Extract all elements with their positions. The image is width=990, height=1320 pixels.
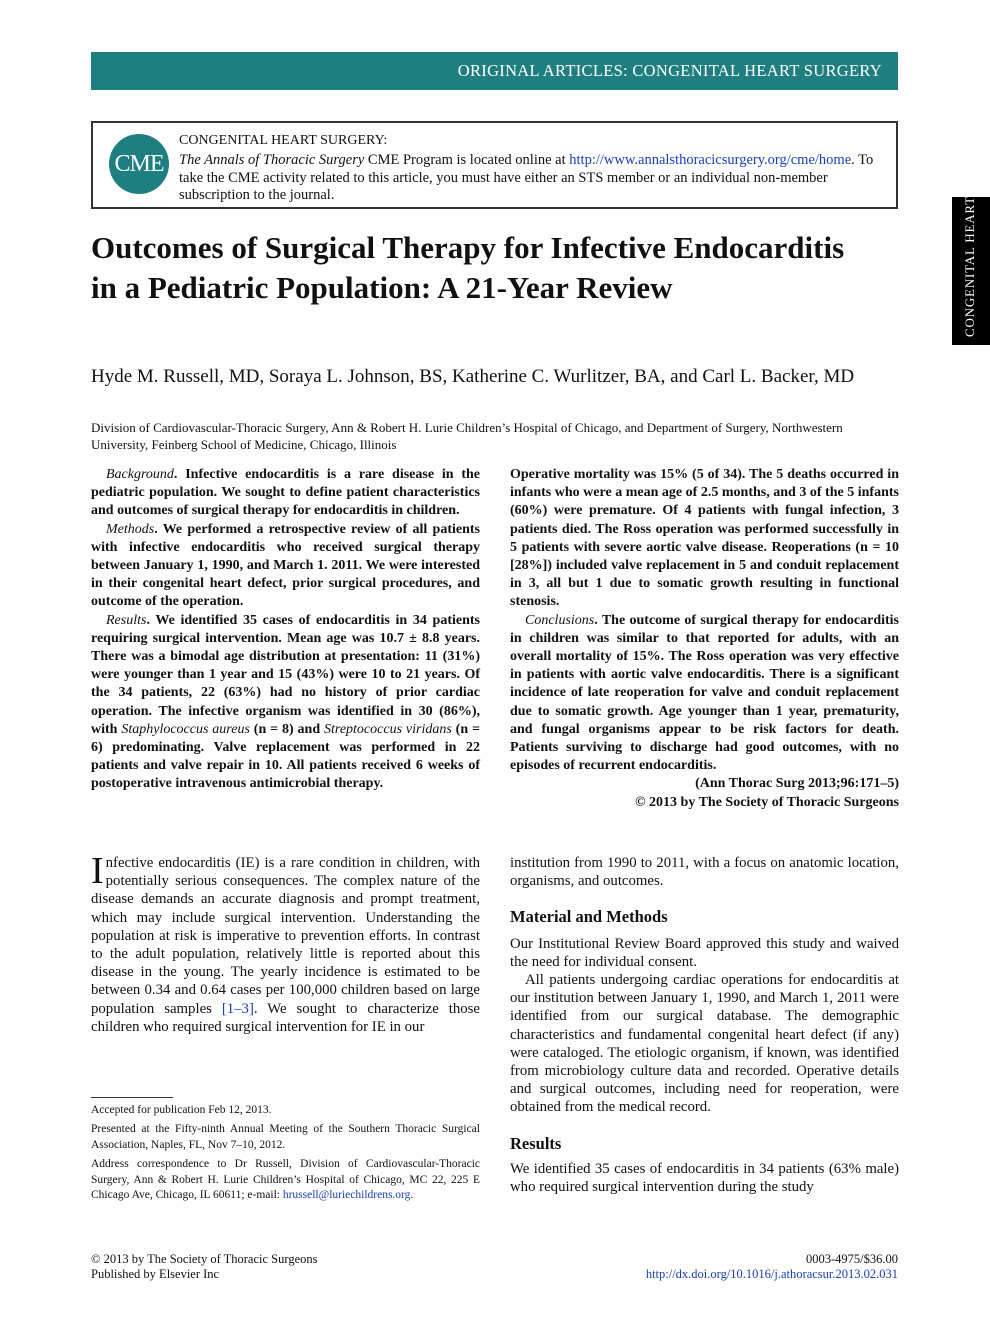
abstract-citation: (Ann Thorac Surg 2013;96:171–5)	[695, 776, 899, 792]
cme-logo: CME	[109, 134, 169, 194]
methods-heading: Material and Methods	[510, 907, 668, 927]
cme-title: CONGENITAL HEART SURGERY:	[179, 133, 388, 148]
abstract-methods: Methods. We performed a retrospective review of all patients with infective endocarditis who received surgical therapy between January 1, 1990, and March 1. 2011. We were interested in their congenital heart defect, prior surgical procedures, and outcome of the operation.	[91, 521, 480, 610]
methods-paragraph-1: Our Institutional Review Board approved this study and waived the need for individual consent.	[510, 935, 899, 970]
footer-right	[646, 1252, 898, 1282]
abstract-background: Background. Infective endocarditis is a rare disease in the pediatric population. We sought to define patient characteristics and outcomes of surgical therapy for endocarditis in children.	[91, 467, 480, 519]
footnote-divider	[91, 1097, 173, 1098]
methods-paragraph-2: All patients undergoing cardiac operations for endocarditis at our institution between January 1, 1990, and March 1, 2011 were identified from our surgical database. The demographic characteristics and fundamental congenital heart defect (if any) were cataloged. The etiologic organism, if known, was identified from microbiology culture data and recorded. Operative details and surgical outcomes, including need for reoperation, were obtained from the medical record.	[510, 972, 899, 1116]
footer-copyright: © 2013 by The Society of Thoracic Surgeons	[91, 1252, 318, 1266]
body-left-column	[91, 850, 480, 1036]
cme-description: The Annals of Thoracic Surgery CME Program is located online at http://www.annalsthoracicsurgery.org/cme/home. To take the CME activity related to this article, you must have either an STS member or an individual non-member subscription to the journal.	[179, 152, 874, 203]
footer-publisher: Published by Elsevier Inc	[91, 1267, 220, 1281]
footnotes	[91, 1103, 480, 1207]
abstract-copyright: © 2013 by The Society of Thoracic Surgeons	[635, 794, 899, 810]
abstract-results-continued: Operative mortality was 15% (5 of 34). The 5 deaths occurred in infants who were a mean age of 2.5 months, and 3 of the 5 infants (60%) were premature. Of 4 patients with fungal infection, 3 patients died. The Ross operation was performed successfully in 5 patients with severe aortic valve disease. Reoperations (n = 10 [28%]) included valve replacement in 5 and conduit replacement in 3, all but 1 due to somatic growth resulting in functional stenosis.	[510, 467, 899, 610]
footer-issn: 0003-4975/$36.00	[805, 1252, 898, 1266]
email-link[interactable]: hrussell@luriechildrens.org	[282, 1189, 411, 1202]
side-section-tab	[952, 197, 990, 345]
footnote-presented: Presented at the Fifty-ninth Annual Meeting of the Southern Thoracic Surgical Association, Naples, FL, Nov 7–10, 2012.	[91, 1123, 480, 1151]
section-banner	[91, 52, 898, 90]
results-paragraph-1: We identified 35 cases of endocarditis in 34 patients (63% male) who required surgical intervention during the study	[510, 1160, 899, 1196]
section-banner-label: ORIGINAL ARTICLES: CONGENITAL HEART SURGERY	[457, 61, 882, 80]
article-title: Outcomes of Surgical Therapy for Infective Endocarditis in a Pediatric Population: A 21-Year Review	[91, 230, 845, 305]
intro-continued: institution from 1990 to 2011, with a focus on anatomic location, organisms, and outcomes.	[510, 855, 899, 890]
drop-cap: I	[91, 850, 104, 892]
body-right-column	[510, 854, 899, 1196]
footnote-accepted: Accepted for publication Feb 12, 2013.	[91, 1104, 272, 1116]
abstract-left-column	[91, 466, 480, 794]
cme-box	[91, 121, 898, 209]
reference-link[interactable]: [1–3]	[221, 1000, 254, 1017]
footnote-address: Address correspondence to Dr Russell, Division of Cardiovascular-Thoracic Surgery, Ann & Robert H. Lurie Children’s Hospital of Chicago, MC 22, 225 E Chicago Ave, Chicago, IL 60611; e-mail: hrussell@luriechildrens.org.	[91, 1158, 480, 1202]
results-heading: Results	[510, 1133, 562, 1153]
footer-left	[91, 1252, 317, 1282]
abstract-right-column	[510, 466, 899, 812]
intro-paragraph: Infective endocarditis (IE) is a rare condition in children, with potentially serious consequences. The complex nature of the disease demands an accurate diagnosis and prompt treatment, which may include surgical intervention. Understanding the population at risk is imperative to prevention efforts. In contrast to the adult population, relatively little is reported about this disease in the young. The yearly incidence is estimated to be between 0.34 and 0.64 cases per 100,000 children based on large population samples [1–3]. We sought to characterize those children who required surgical intervention for IE in our	[91, 850, 480, 1035]
abstract-conclusions: Conclusions. The outcome of surgical therapy for endocarditis in children was similar to that reported for adults, with an overall mortality of 15%. The Ross operation was very effective in patients with aortic valve endocarditis. There is a significant incidence of late reoperation for valve and conduit replacement due to somatic growth. Age younger than 1 year, prematurity, and fungal organisms appear to be risk factors for death. Patients surviving to discharge had good outcomes, with no episodes of recurrent endocarditis.	[510, 612, 899, 774]
cme-link[interactable]: http://www.annalsthoracicsurgery.org/cme/home	[569, 152, 852, 168]
doi-link[interactable]: http://dx.doi.org/10.1016/j.athoracsur.2013.02.031	[645, 1267, 898, 1281]
abstract-results: Results. We identified 35 cases of endocarditis in 34 patients requiring surgical intervention. Mean age was 10.7 ± 8.8 years. There was a bimodal age distribution at presentation: 11 (31%) were younger than 1 year and 15 (43%) were 10 to 21 years. Of the 34 patients, 22 (63%) had no history of prior cardiac operation. The infective organism was identified in 30 (86%), with Staphylococcus aureus (n = 8) and Streptococcus viridans (n = 6) predominating. Valve replacement was performed in 22 patients and valve repair in 10. All patients received 6 weeks of postoperative intravenous antimicrobial therapy.	[91, 612, 480, 792]
cme-journal-name: The Annals of Thoracic Surgery	[179, 152, 365, 168]
article-authors: Hyde M. Russell, MD, Soraya L. Johnson, BS, Katherine C. Wurlitzer, BA, and Carl L. Backer, MD	[91, 366, 855, 387]
article-affiliation: Division of Cardiovascular-Thoracic Surgery, Ann & Robert H. Lurie Children’s Hospital of Chicago, and Department of Surgery, Northwestern University, Feinberg School of Medicine, Chicago, Illinois	[91, 420, 843, 452]
side-tab-label: CONGENITAL HEART	[962, 196, 977, 337]
